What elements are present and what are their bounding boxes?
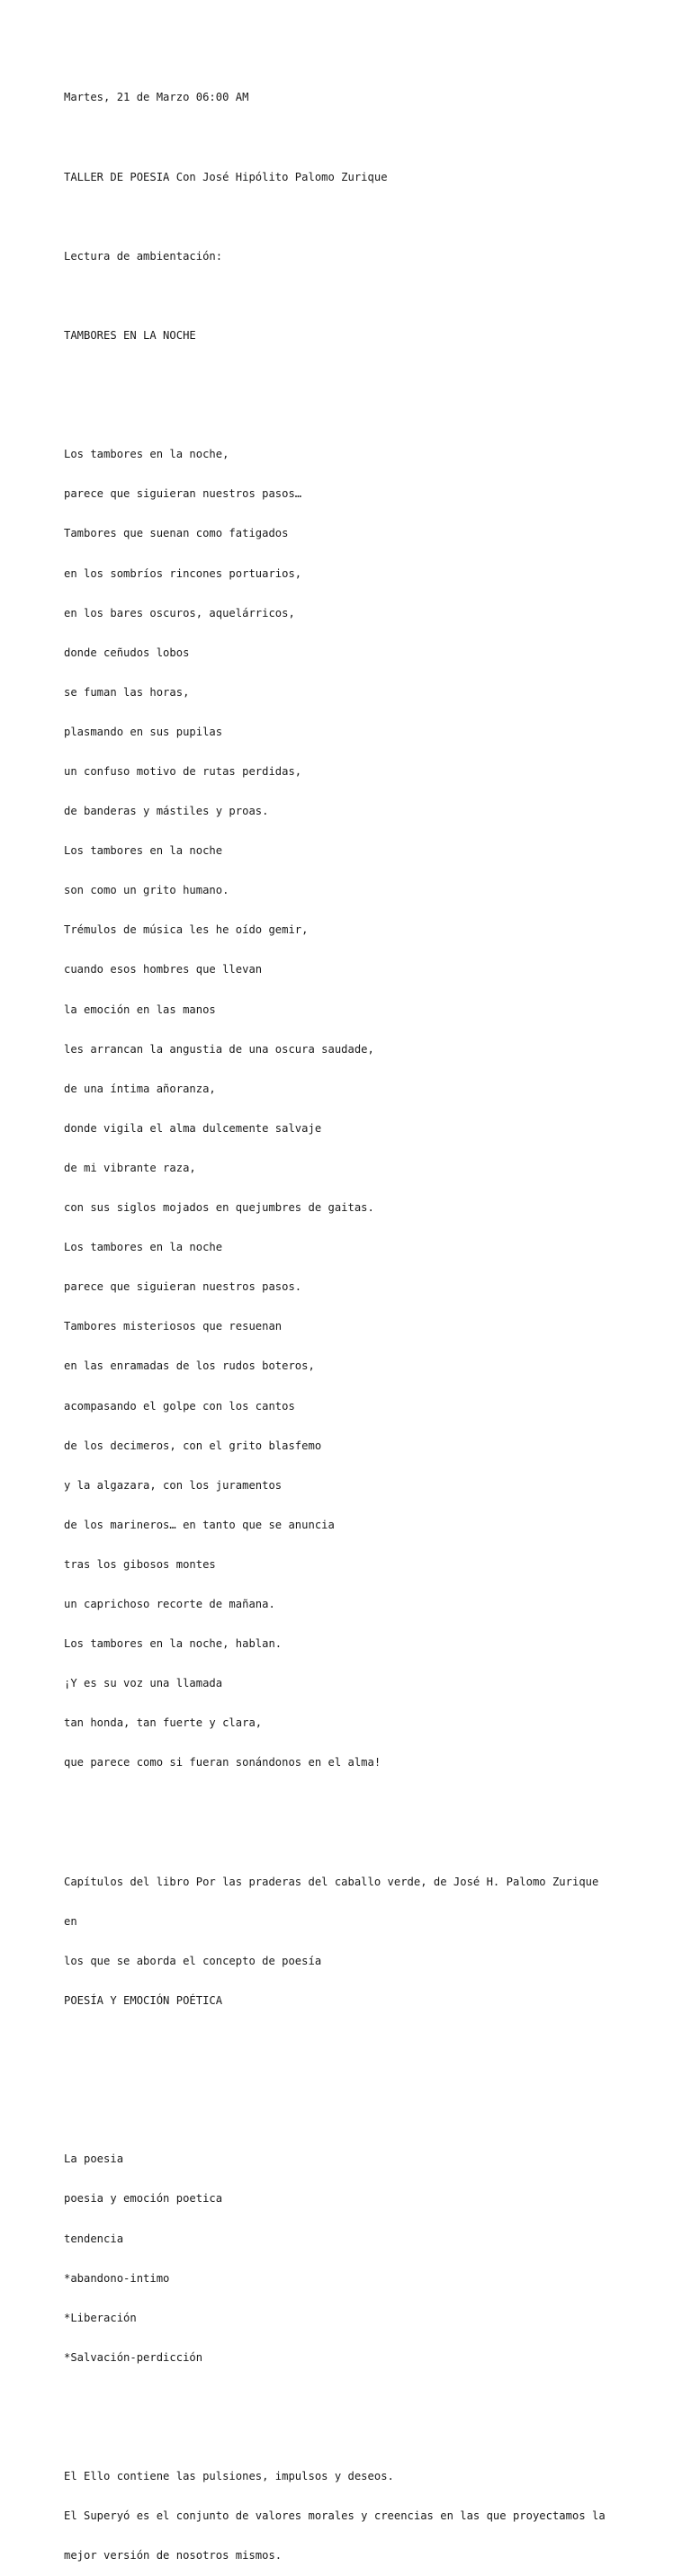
outline-item: *Liberación xyxy=(64,2311,137,2324)
blank-line xyxy=(64,2430,658,2444)
chapters-intro: Capítulos del libro Por las praderas del caballo verde, de José H. Palomo Zurique xyxy=(64,1875,599,1888)
poem-line: Trémulos de música les he oído gemir, xyxy=(64,923,309,937)
outline-item: *Salvación-perdicción xyxy=(64,2350,203,2364)
poem-line: plasmando en sus pupilas xyxy=(64,725,223,738)
blank-line xyxy=(64,1836,658,1850)
closing-superyo-cont: mejor versión de nosotros mismos. xyxy=(64,2549,283,2563)
poem-line: un caprichoso recorte de mañana. xyxy=(64,1597,275,1610)
outline-list xyxy=(64,2126,658,2391)
poem-line: donde ceñudos lobos xyxy=(64,646,190,659)
poem-line: Los tambores en la noche, xyxy=(64,448,229,461)
poem-line: Los tambores en la noche xyxy=(64,844,223,858)
blank-line xyxy=(64,2034,658,2047)
poem-line: de mi vibrante raza, xyxy=(64,1161,196,1174)
chapter-heading: POESÍA Y EMOCIÓN POÉTICA xyxy=(64,1993,223,2007)
closing-superyo: El Superyó es el conjunto de valores morales y creencias en las que proyectamos la xyxy=(64,2509,606,2523)
poem-line: ¡Y es su voz una llamada xyxy=(64,1677,223,1690)
poem-line: acompasando el golpe con los cantos xyxy=(64,1399,295,1413)
poem-line: les arrancan la angustia de una oscura saudade, xyxy=(64,1042,374,1056)
poem-line: Los tambores en la noche, hablan. xyxy=(64,1637,283,1651)
document-page xyxy=(64,65,658,2576)
poem-line: la emoción en las manos xyxy=(64,1003,216,1016)
poem-line: un confuso motivo de rutas perdidas, xyxy=(64,765,302,779)
poem-line: donde vigila el alma dulcemente salvaje xyxy=(64,1121,322,1135)
poem-line: de los marineros… en tanto que se anuncia xyxy=(64,1518,335,1531)
blank-line xyxy=(64,369,658,382)
blank-line xyxy=(64,131,658,145)
date-line: Martes, 21 de Marzo 06:00 AM xyxy=(64,91,249,104)
poem-line: cuando esos hombres que llevan xyxy=(64,963,263,976)
outline-item: poesia y emoción poetica xyxy=(64,2192,223,2206)
outline-item: *abandono-intimo xyxy=(64,2271,170,2285)
poem-line: en los sombríos rincones portuarios, xyxy=(64,566,302,580)
poem-line: de una íntima añoranza, xyxy=(64,1082,216,1095)
poem-line: Los tambores en la noche xyxy=(64,1241,223,1254)
poem-body xyxy=(64,422,658,1796)
poem-line: de los decimeros, con el grito blasfemo xyxy=(64,1439,322,1452)
closing-ello: El Ello contiene las pulsiones, impulsos y deseos. xyxy=(64,2470,394,2483)
poem-line: parece que siguieran nuestros pasos. xyxy=(64,1280,302,1294)
blank-line xyxy=(64,210,658,224)
workshop-title: TALLER DE POESIA Con José Hipólito Palomo Zurique xyxy=(64,170,388,183)
poem-line: que parece como si fueran sonándonos en el alma! xyxy=(64,1756,381,1769)
poem-line: tan honda, tan fuerte y clara, xyxy=(64,1716,263,1730)
poem-line: y la algazara, con los juramentos xyxy=(64,1478,283,1492)
blank-line xyxy=(64,2073,658,2087)
chapters-intro-cont: en xyxy=(64,1914,77,1928)
poem-line: tras los gibosos montes xyxy=(64,1557,216,1571)
reading-label: Lectura de ambientación: xyxy=(64,249,223,263)
poem-line: se fuman las horas, xyxy=(64,685,190,699)
poem-line: Tambores que suenan como fatigados xyxy=(64,527,289,540)
poem-line: Tambores misteriosos que resuenan xyxy=(64,1320,283,1333)
poem-line: parece que siguieran nuestros pasos… xyxy=(64,487,302,501)
poem-line: en las enramadas de los rudos boteros, xyxy=(64,1359,315,1373)
poem-line: en los bares oscuros, aquelárricos, xyxy=(64,606,295,619)
poem-line: de banderas y mástiles y proas. xyxy=(64,805,269,818)
chapters-concept: los que se aborda el concepto de poesía xyxy=(64,1954,322,1967)
outline-item: tendencia xyxy=(64,2232,124,2245)
poem-title: TAMBORES EN LA NOCHE xyxy=(64,328,196,342)
poem-line: con sus siglos mojados en quejumbres de gaitas. xyxy=(64,1201,374,1215)
blank-line xyxy=(64,290,658,303)
outline-item: La poesia xyxy=(64,2153,124,2166)
poem-line: son como un grito humano. xyxy=(64,884,229,897)
